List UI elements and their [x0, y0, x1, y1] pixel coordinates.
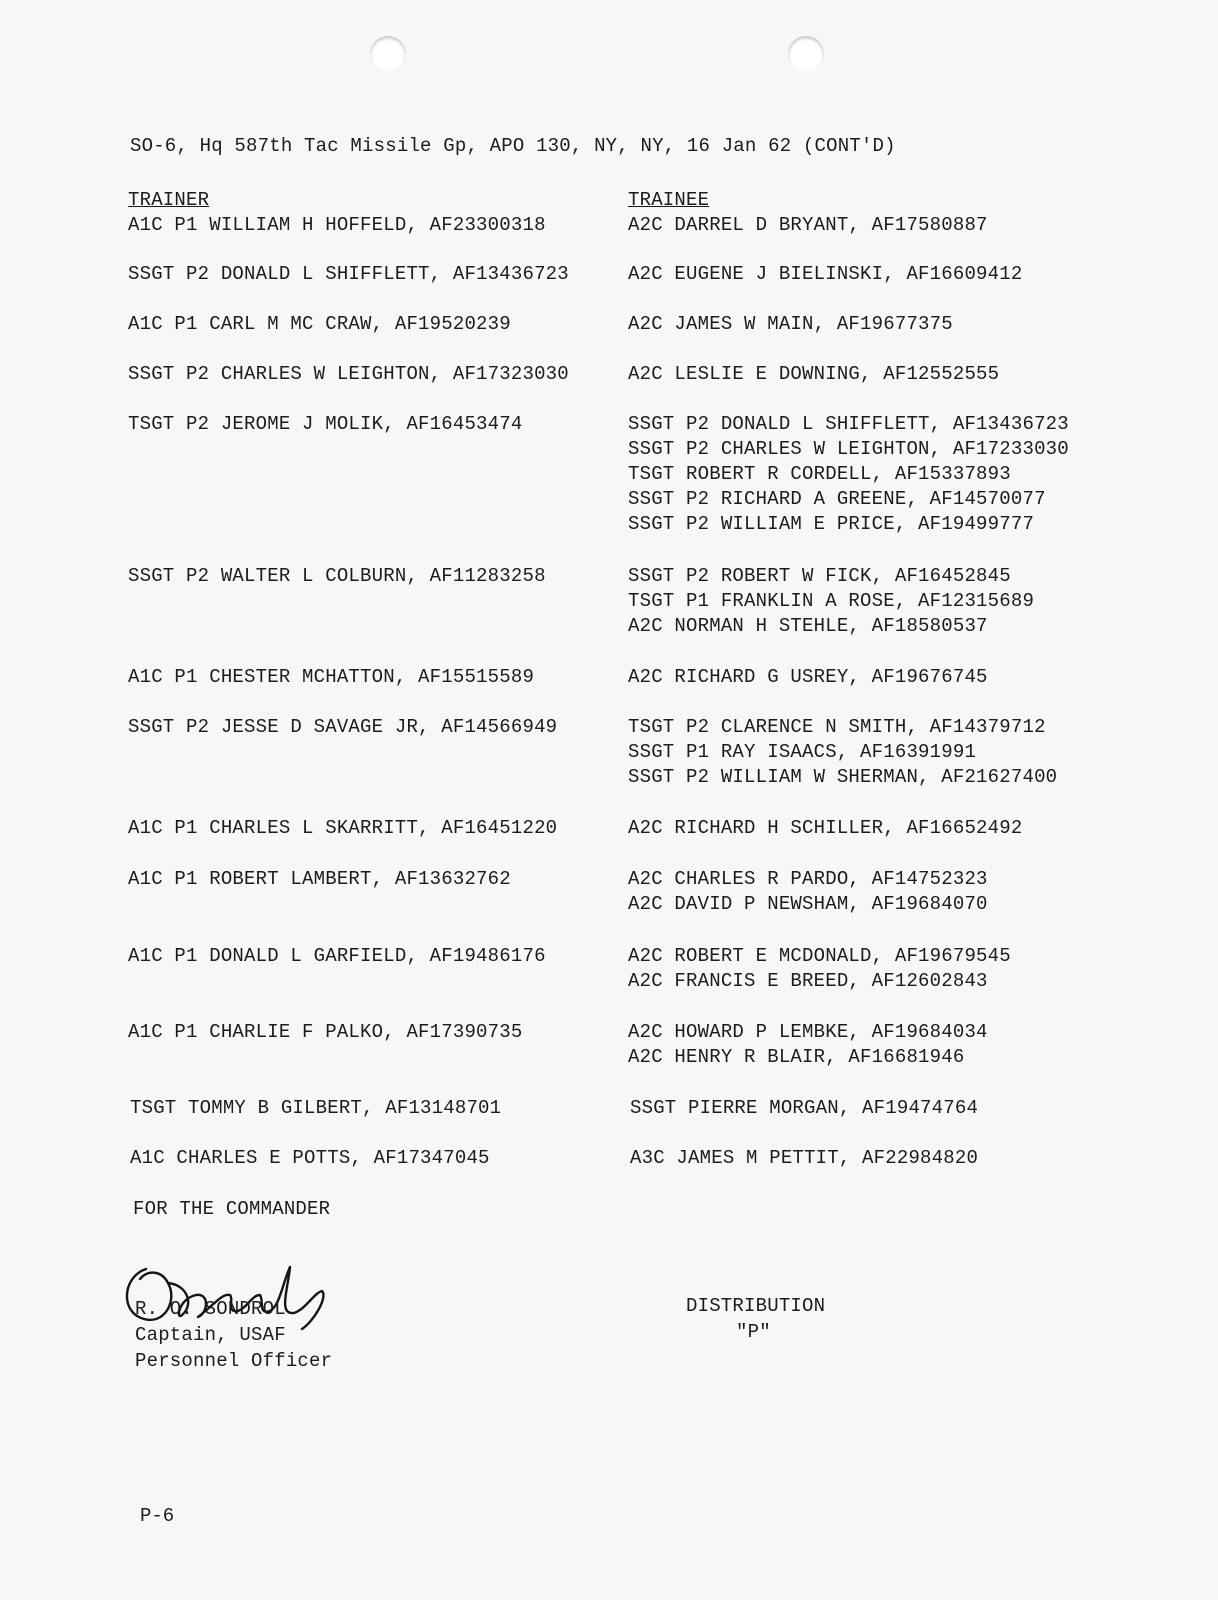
trainee-entry: SSGT P2 WILLIAM W SHERMAN, AF21627400: [628, 766, 1058, 788]
trainer-column-header: TRAINER: [128, 189, 210, 211]
trainer-entry: A1C P1 CHESTER MCHATTON, AF15515589: [128, 666, 535, 688]
punch-hole: [370, 36, 406, 72]
distribution-value: "P": [736, 1321, 771, 1343]
trainee-entry: SSGT P1 RAY ISAACS, AF16391991: [628, 741, 977, 763]
trainee-entry: TSGT ROBERT R CORDELL, AF15337893: [628, 463, 1011, 485]
trainee-entry: SSGT P2 DONALD L SHIFFLETT, AF13436723: [628, 413, 1069, 435]
order-header: SO-6, Hq 587th Tac Missile Gp, APO 130, NY, NY, 16 Jan 62 (CONT'D): [130, 135, 896, 157]
trainee-entry: A2C HENRY R BLAIR, AF16681946: [628, 1046, 965, 1068]
trainee-entry: SSGT PIERRE MORGAN, AF19474764: [630, 1097, 979, 1119]
trainer-entry: TSGT P2 JEROME J MOLIK, AF16453474: [128, 413, 523, 435]
trainee-entry: TSGT P1 FRANKLIN A ROSE, AF12315689: [628, 590, 1035, 612]
signer-name: R. O. SONDROL: [135, 1298, 286, 1320]
signer-rank: Captain, USAF: [135, 1324, 286, 1346]
trainee-entry: A2C EUGENE J BIELINSKI, AF16609412: [628, 263, 1023, 285]
trainee-entry: A2C RICHARD G USREY, AF19676745: [628, 666, 988, 688]
trainer-entry: TSGT TOMMY B GILBERT, AF13148701: [130, 1097, 502, 1119]
trainer-entry: SSGT P2 JESSE D SAVAGE JR, AF14566949: [128, 716, 558, 738]
trainee-entry: A3C JAMES M PETTIT, AF22984820: [630, 1147, 979, 1169]
trainee-entry: SSGT P2 CHARLES W LEIGHTON, AF17233030: [628, 438, 1069, 460]
trainer-entry: SSGT P2 CHARLES W LEIGHTON, AF17323030: [128, 363, 569, 385]
trainer-entry: A1C P1 DONALD L GARFIELD, AF19486176: [128, 945, 546, 967]
signer-title: Personnel Officer: [135, 1350, 333, 1372]
trainee-entry: SSGT P2 RICHARD A GREENE, AF14570077: [628, 488, 1046, 510]
trainee-entry: A2C CHARLES R PARDO, AF14752323: [628, 868, 988, 890]
distribution-label: DISTRIBUTION: [686, 1295, 826, 1317]
trainee-entry: A2C ROBERT E MCDONALD, AF19679545: [628, 945, 1011, 967]
page-number: P-6: [140, 1505, 175, 1527]
trainee-entry: A2C FRANCIS E BREED, AF12602843: [628, 970, 988, 992]
trainer-entry: A1C P1 CARL M MC CRAW, AF19520239: [128, 313, 511, 335]
trainer-entry: A1C P1 CHARLES L SKARRITT, AF16451220: [128, 817, 558, 839]
trainee-entry: A2C RICHARD H SCHILLER, AF16652492: [628, 817, 1023, 839]
trainer-entry: A1C P1 WILLIAM H HOFFELD, AF23300318: [128, 214, 546, 236]
trainer-entry: SSGT P2 DONALD L SHIFFLETT, AF13436723: [128, 263, 569, 285]
trainer-entry: SSGT P2 WALTER L COLBURN, AF11283258: [128, 565, 546, 587]
trainee-entry: A2C LESLIE E DOWNING, AF12552555: [628, 363, 1000, 385]
trainee-entry: SSGT P2 ROBERT W FICK, AF16452845: [628, 565, 1011, 587]
trainee-entry: SSGT P2 WILLIAM E PRICE, AF19499777: [628, 513, 1035, 535]
trainee-column-header: TRAINEE: [628, 189, 710, 211]
trainee-entry: A2C HOWARD P LEMBKE, AF19684034: [628, 1021, 988, 1043]
trainee-entry: A2C DARREL D BRYANT, AF17580887: [628, 214, 988, 236]
trainer-entry: A1C P1 ROBERT LAMBERT, AF13632762: [128, 868, 511, 890]
trainer-entry: A1C CHARLES E POTTS, AF17347045: [130, 1147, 490, 1169]
punch-hole: [788, 36, 824, 72]
trainee-entry: TSGT P2 CLARENCE N SMITH, AF14379712: [628, 716, 1046, 738]
trainee-entry: A2C NORMAN H STEHLE, AF18580537: [628, 615, 988, 637]
trainee-entry: A2C DAVID P NEWSHAM, AF19684070: [628, 893, 988, 915]
for-the-commander: FOR THE COMMANDER: [133, 1198, 331, 1220]
trainee-entry: A2C JAMES W MAIN, AF19677375: [628, 313, 953, 335]
trainer-entry: A1C P1 CHARLIE F PALKO, AF17390735: [128, 1021, 523, 1043]
